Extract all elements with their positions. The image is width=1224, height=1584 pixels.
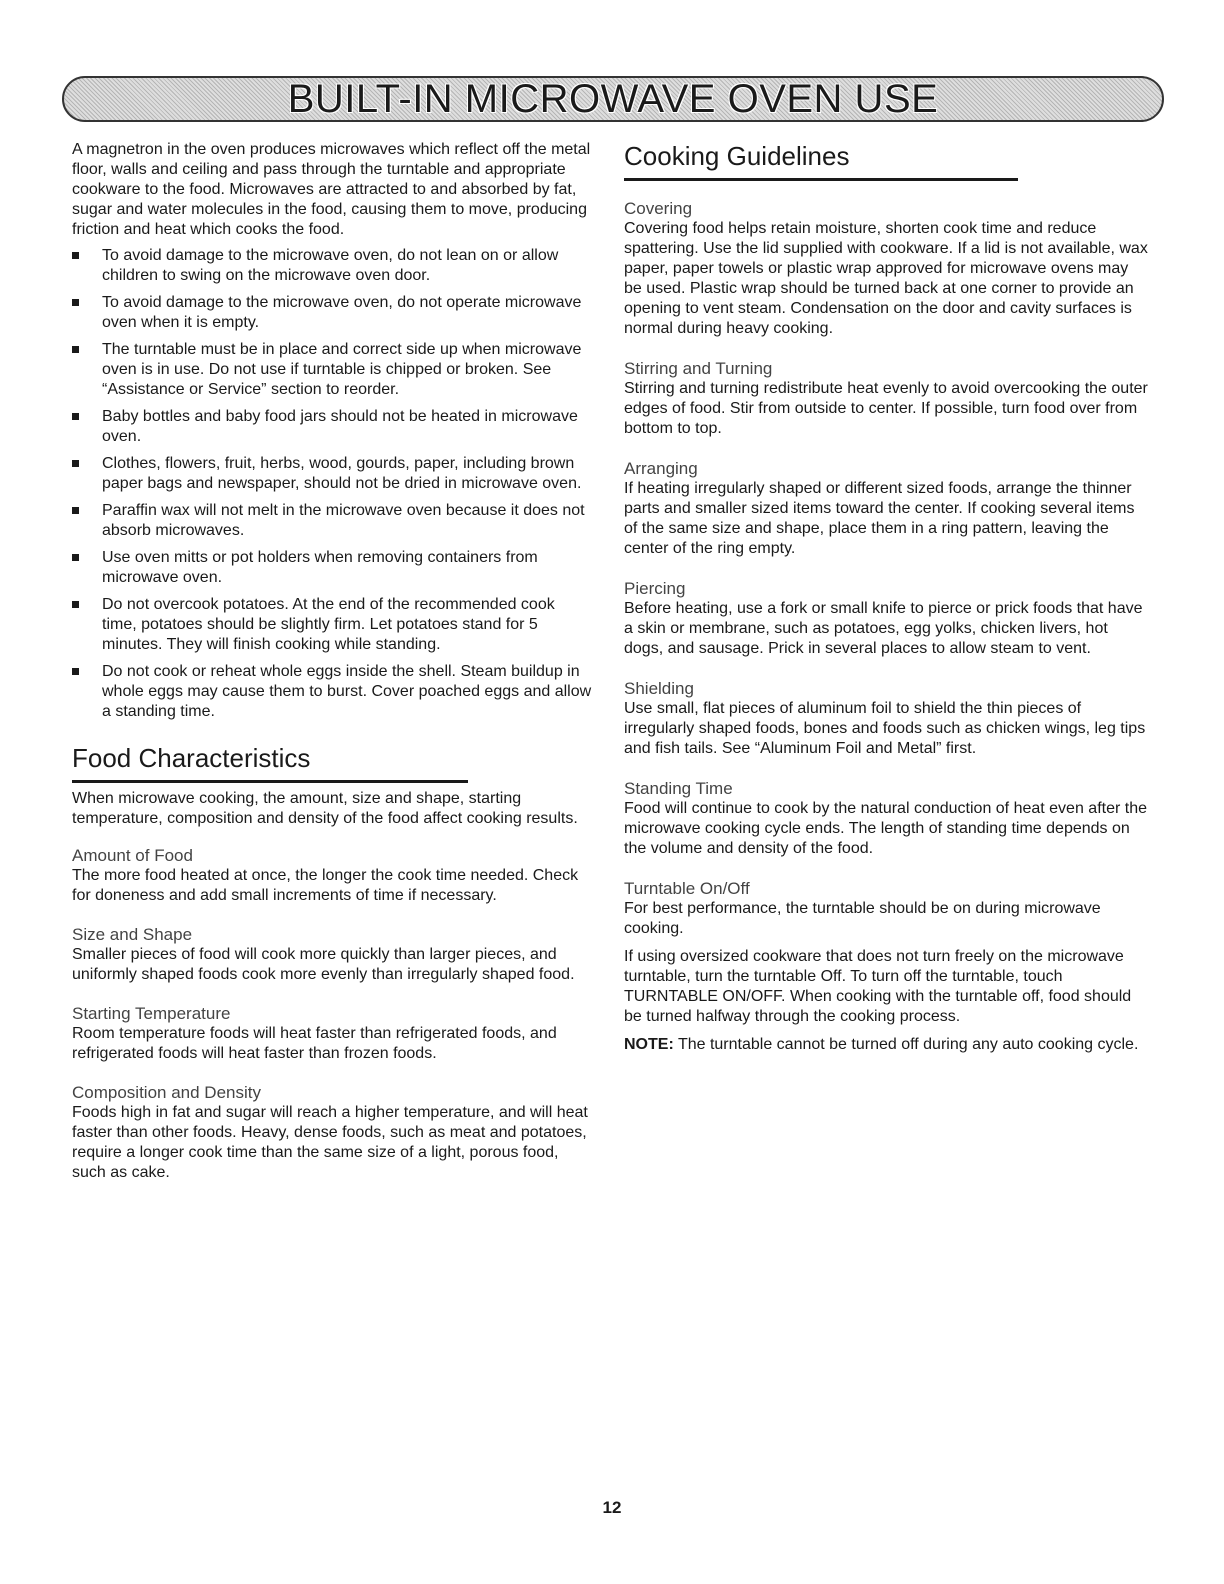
subhead: Standing Time	[624, 779, 733, 798]
list-item: To avoid damage to the microwave oven, do not lean on or allow children to swing on the microwave oven door.	[72, 246, 592, 286]
food-characteristics-section	[72, 742, 592, 1183]
note-paragraph	[624, 1035, 1150, 1055]
subhead: Covering	[624, 199, 693, 218]
food-item-amount	[72, 846, 592, 906]
safety-bullet-list	[72, 246, 592, 722]
food-characteristics-title: Food Characteristics	[72, 743, 311, 773]
subhead: Turntable On/Off	[624, 879, 750, 898]
guideline-covering	[624, 199, 1150, 339]
note-text: The turntable cannot be turned off during any auto cooking cycle.	[673, 1036, 1139, 1053]
paragraph: Foods high in fat and sugar will reach a higher temperature, and will heat faster than other foods. Heavy, dense foods, such as meat and potatoes, require a longer cook time than the same size of a light, porous food, such as cake.	[72, 1104, 588, 1181]
paragraph: Stirring and turning redistribute heat evenly to avoid overcooking the outer edges of food. Stir from outside to center. If possible, turn food over from bottom to top.	[624, 380, 1148, 437]
square-bullet-icon	[72, 668, 79, 675]
food-intro: When microwave cooking, the amount, size and shape, starting temperature, composition and density of the food affect cooking results.	[72, 790, 578, 827]
square-bullet-icon	[72, 601, 79, 608]
subhead: Amount of Food	[72, 846, 193, 865]
guideline-shielding	[624, 679, 1150, 759]
paragraph: Before heating, use a fork or small knife to pierce or prick foods that have a skin or membrane, such as potatoes, egg yolks, chicken livers, hot dogs, and sausage. Prick in several places to allow steam to vent.	[624, 600, 1143, 657]
paragraph: If using oversized cookware that does not turn freely on the microwave turntable, turn the turntable Off. To turn off the turntable, touch TURNTABLE ON/OFF. When cooking with the turntable off, food should be turned halfway through the cooking process.	[624, 948, 1132, 1025]
subhead: Shielding	[624, 679, 694, 698]
paragraph: Covering food helps retain moisture, shorten cook time and reduce spattering. Use the lid supplied with cookware. If a lid is not available, wax paper, paper towels or plastic wrap approved for microwave ovens may be used. Plastic wrap should be turned back at one corner to provide an opening to vent steam. Condensation on the door and cavity surfaces is normal during heavy cooking.	[624, 220, 1148, 337]
paragraph: Use small, flat pieces of aluminum foil to shield the thin pieces of irregularly shaped foods, bones and foods such as chicken wings, leg tips and fish tails. See “Aluminum Foil and Metal” first.	[624, 700, 1146, 757]
paragraph: Food will continue to cook by the natural conduction of heat even after the microwave cooking cycle ends. The length of standing time depends on the volume and density of the food.	[624, 800, 1147, 857]
food-item-starting-temperature	[72, 1004, 592, 1064]
paragraph: Room temperature foods will heat faster than refrigerated foods, and refrigerated foods will heat faster than frozen foods.	[72, 1025, 557, 1062]
guideline-stirring-turning	[624, 359, 1150, 439]
square-bullet-icon	[72, 554, 79, 561]
subhead: Arranging	[624, 459, 698, 478]
food-item-size-shape	[72, 925, 592, 985]
list-item: The turntable must be in place and correct side up when microwave oven is in use. Do not use if turntable is chipped or broken. See “Assistance or Service” section to reorder.	[72, 340, 592, 400]
square-bullet-icon	[72, 299, 79, 306]
subhead: Composition and Density	[72, 1083, 261, 1102]
paragraph: If heating irregularly shaped or different sized foods, arrange the thinner parts and smaller sized items toward the center. If cooking several items of the same size and shape, place them in a ring pattern, leaving the center of the ring empty.	[624, 480, 1135, 557]
square-bullet-icon	[72, 252, 79, 259]
paragraph: Smaller pieces of food will cook more quickly than larger pieces, and uniformly shaped foods cook more evenly than irregularly shaped food.	[72, 946, 575, 983]
list-item: Baby bottles and baby food jars should not be heated in microwave oven.	[72, 407, 592, 447]
section-divider	[72, 780, 468, 783]
square-bullet-icon	[72, 413, 79, 420]
square-bullet-icon	[72, 346, 79, 353]
subhead: Starting Temperature	[72, 1004, 231, 1023]
intro-paragraph: A magnetron in the oven produces microwaves which reflect off the metal floor, walls and ceiling and pass through the turntable and appropriate cookware to the food. Microwaves are attracted to and absorbed by fat, sugar and water molecules in the food, causing them to move, producing friction and heat which cooks the food.	[72, 141, 591, 238]
list-item: Paraffin wax will not melt in the microwave oven because it does not absorb microwaves.	[72, 501, 592, 541]
list-item: Clothes, flowers, fruit, herbs, wood, gourds, paper, including brown paper bags and newspaper, should not be dried in microwave oven.	[72, 454, 592, 494]
list-item: Do not cook or reheat whole eggs inside the shell. Steam buildup in whole eggs may cause them to burst. Cover poached eggs and allow a standing time.	[72, 662, 592, 722]
guideline-piercing	[624, 579, 1150, 659]
page-banner	[62, 76, 1164, 122]
subhead: Stirring and Turning	[624, 359, 773, 378]
food-item-composition-density	[72, 1083, 592, 1183]
page-title: BUILT-IN MICROWAVE OVEN USE	[287, 77, 939, 121]
square-bullet-icon	[72, 460, 79, 467]
list-item: Do not overcook potatoes. At the end of the recommended cook time, potatoes should be slightly firm. Let potatoes stand for 5 minutes. They will finish cooking while standing.	[72, 595, 592, 655]
list-item: To avoid damage to the microwave oven, do not operate microwave oven when it is empty.	[72, 293, 592, 333]
page-number: 12	[602, 1498, 622, 1517]
paragraph: The more food heated at once, the longer the cook time needed. Check for doneness and add small increments of time if necessary.	[72, 867, 579, 904]
guideline-standing-time	[624, 779, 1150, 859]
list-item: Use oven mitts or pot holders when removing containers from microwave oven.	[72, 548, 592, 588]
right-column	[624, 140, 1150, 1068]
cooking-guidelines-title: Cooking Guidelines	[624, 141, 850, 171]
left-column	[72, 140, 592, 1196]
guideline-arranging	[624, 459, 1150, 559]
subhead: Piercing	[624, 579, 686, 598]
paragraph: For best performance, the turntable should be on during microwave cooking.	[624, 900, 1101, 937]
guideline-turntable	[624, 879, 1150, 1055]
section-divider	[624, 178, 1018, 181]
square-bullet-icon	[72, 507, 79, 514]
subhead: Size and Shape	[72, 925, 193, 944]
note-label: NOTE:	[624, 1036, 674, 1053]
